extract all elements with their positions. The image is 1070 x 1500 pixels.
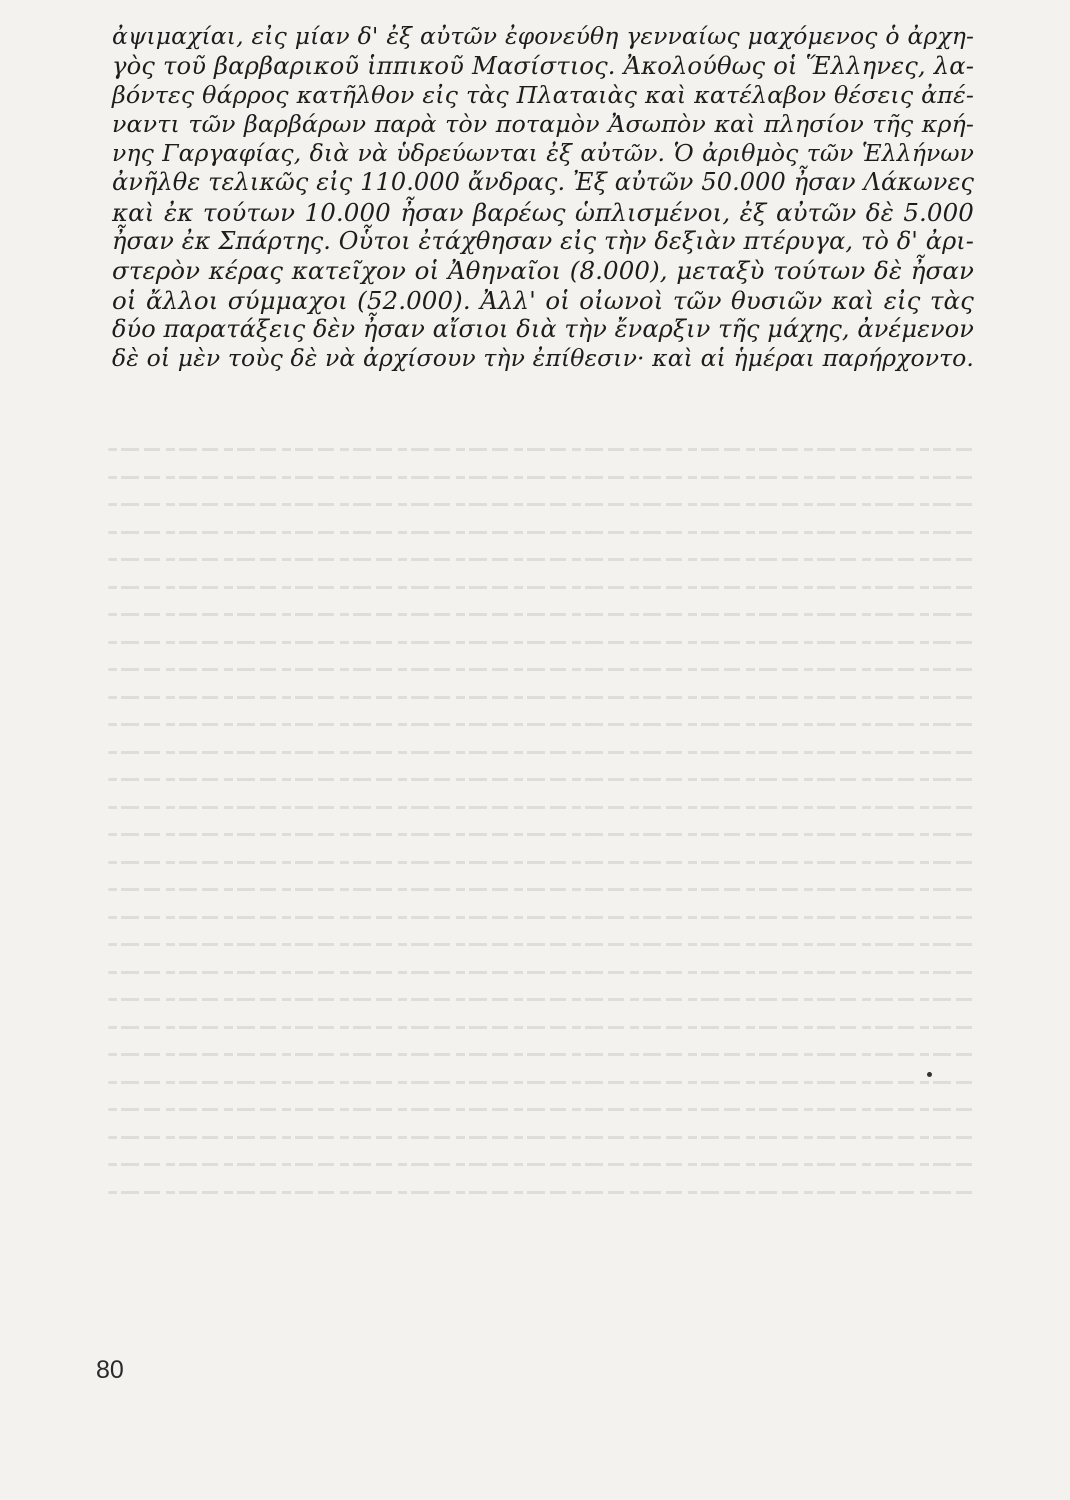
text-line: ναντι τῶν βαρβάρων παρὰ τὸν ποταμὸν Ἀσωπὸν καὶ πλησίον τῆς κρή- (112, 109, 974, 138)
text-line: στερὸν κέρας κατεῖχον οἱ Ἀθηναῖοι (8.000), μεταξὺ τούτων δὲ ἦσαν (112, 256, 974, 286)
page-number: 80 (96, 1356, 124, 1384)
text-line: ἀνῆλθε τελικῶς εἰς 110.000 ἄνδρας. Ἐξ αὐτῶν 50.000 ἦσαν Λάκωνες (112, 168, 974, 197)
text-line: βόντες θάρρος κατῆλθον εἰς τὰς Πλαταιὰς καὶ κατέλαβον θέσεις ἀπέ- (112, 80, 974, 109)
text-line: καὶ ἐκ τούτων 10.000 ἦσαν βαρέως ὡπλισμένοι, ἐξ αὐτῶν δὲ 5.000 (112, 197, 974, 227)
text-line: δὲ οἱ μὲν τοὺς δὲ νὰ ἀρχίσουν τὴν ἐπίθεσιν· καὶ αἱ ἡμέραι παρήρχοντο. (112, 344, 974, 373)
reverse-page-bleed-through (108, 448, 978, 1268)
text-line: οἱ ἄλλοι σύμμαχοι (52.000). Ἀλλ' οἱ οἰωνοὶ τῶν θυσιῶν καὶ εἰς τὰς (112, 285, 974, 315)
ink-speck (927, 1072, 932, 1077)
text-line: γὸς τοῦ βαρβαρικοῦ ἱππικοῦ Μασίστιος. Ἀκολούθως οἱ Ἕλληνες, λα- (112, 51, 974, 81)
text-line: δύο παρατάξεις δὲν ἦσαν αἴσιοι διὰ τὴν ἔναρξιν τῆς μάχης, ἀνέμενον (112, 314, 974, 343)
body-paragraph (112, 22, 974, 374)
text-line: ἦσαν ἐκ Σπάρτης. Οὗτοι ἐτάχθησαν εἰς τὴν δεξιὰν πτέρυγα, τὸ δ' ἀρι- (112, 227, 974, 256)
text-line: ἀψιμαχίαι, εἰς μίαν δ' ἐξ αὐτῶν ἐφονεύθη γενναίως μαχόμενος ὁ ἀρχη- (112, 22, 974, 50)
text-line: νης Γαργαφίας, διὰ νὰ ὑδρεύωνται ἐξ αὐτῶν. Ὁ ἀριθμὸς τῶν Ἑλλήνων (112, 139, 974, 168)
